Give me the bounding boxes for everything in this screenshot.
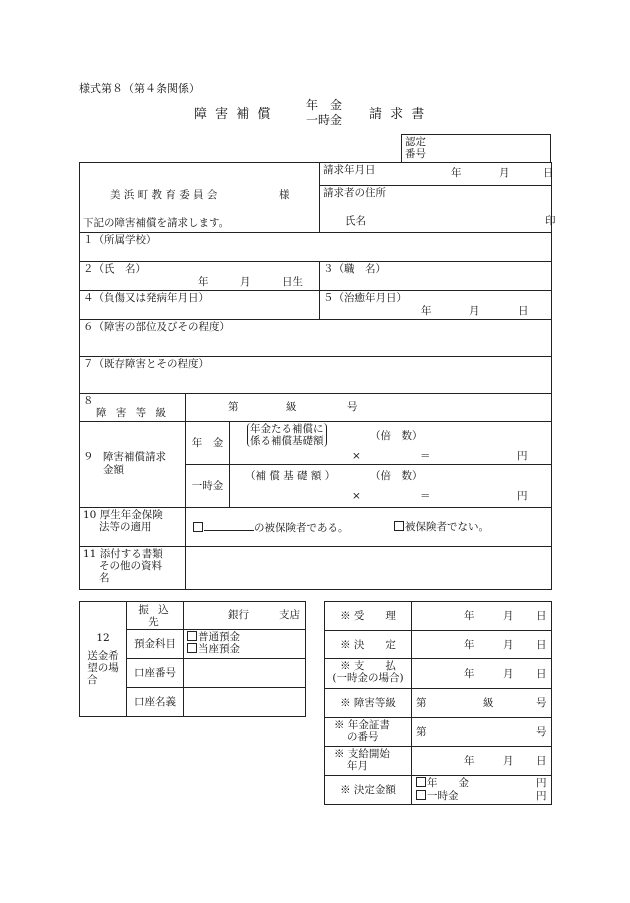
account-number-label: 口座番号	[134, 667, 176, 679]
pension-label-2: 法等の適用	[99, 521, 152, 533]
school-label: １（所属学校）	[83, 234, 157, 246]
office-lump-sum-checkbox[interactable]	[416, 790, 426, 800]
lump-sum-multiplier-label: （倍 数）	[370, 470, 423, 482]
amount-label-1: 障害補償請求	[103, 451, 166, 463]
start-day: 日	[536, 755, 547, 767]
current-deposit-checkbox[interactable]	[187, 643, 197, 653]
transfer-label-3: 合	[87, 674, 98, 686]
office-grade-cell[interactable]	[412, 689, 552, 718]
amount-number: ９	[83, 451, 94, 463]
office-annuity-checkbox[interactable]	[416, 777, 426, 787]
grade-dai: 第	[228, 401, 239, 413]
name-label: ２（氏 名）	[83, 263, 146, 275]
pension-options-cell	[186, 508, 552, 547]
injury-date-cell[interactable]	[80, 291, 320, 320]
office-cert-label-cell	[325, 718, 412, 747]
branch-label: 支店	[279, 609, 300, 621]
request-date-label: 請求年月日	[323, 164, 376, 176]
transfer-bank-cell[interactable]	[184, 602, 306, 630]
attachment-label-3: 名	[99, 572, 110, 584]
office-amount-cell	[412, 776, 552, 805]
claimant-address-label: 請求者の住所	[323, 187, 386, 199]
seal-mark: 印	[545, 214, 556, 227]
bank-label: 銀行	[228, 609, 249, 621]
office-grade-dai: 第	[416, 697, 427, 709]
grade-go: 号	[347, 401, 358, 413]
transfer-label-1: 送金希	[87, 650, 119, 662]
cure-month: 月	[469, 305, 480, 317]
grade-number: ８	[83, 395, 94, 407]
cure-date-cell[interactable]	[320, 291, 552, 320]
account-number-label-cell	[127, 659, 184, 688]
office-cert-label-2: の番号	[347, 731, 379, 743]
existing-disability-label: ７（既存障害とその程度）	[83, 358, 209, 370]
office-grade-label-cell	[325, 689, 412, 718]
current-deposit-option[interactable]	[187, 643, 302, 655]
annuity-multiplier-label: （倍 数）	[370, 430, 423, 442]
lump-sum-times: ×	[352, 490, 361, 502]
office-payment-label-1: ※ 支 払	[340, 660, 396, 672]
office-receipt-label-cell	[325, 602, 412, 631]
office-cert-go: 号	[536, 726, 547, 738]
payment-day: 日	[536, 668, 547, 680]
office-lump-sum-yen: 円	[536, 790, 547, 802]
office-payment-date-cell[interactable]	[412, 659, 552, 689]
office-annuity-text: 年 金	[427, 777, 469, 789]
injury-date-label: ４（負傷又は発病年月日）	[83, 292, 209, 304]
decision-month: 月	[503, 639, 514, 651]
cure-date-label: ５（治癒年月日）	[323, 292, 407, 304]
office-start-date-cell[interactable]	[412, 747, 552, 776]
office-use-table	[324, 601, 552, 805]
office-payment-label-cell	[325, 659, 412, 689]
annuity-basis-bracket	[247, 423, 327, 447]
cert-number-box	[401, 134, 551, 163]
pension-insured-text: の被保険者である。	[254, 522, 349, 534]
office-annuity-yen: 円	[536, 777, 547, 789]
cert-label-2: 番号	[405, 148, 426, 160]
grade-label-cell	[80, 394, 186, 422]
office-start-label-cell	[325, 747, 412, 776]
transfer-dest-label-cell	[127, 602, 184, 630]
grade-value-cell[interactable]	[186, 394, 552, 422]
office-grade-kyu: 級	[483, 697, 494, 709]
office-receipt-date-cell[interactable]	[412, 602, 552, 631]
office-decision-date-cell[interactable]	[412, 631, 552, 659]
receipt-month: 月	[503, 610, 514, 622]
transfer-number: 12	[96, 632, 110, 644]
injury-site-cell[interactable]	[80, 320, 552, 357]
pension-insured-checkbox[interactable]	[193, 522, 203, 532]
pension-insurance-name-blank[interactable]	[204, 521, 254, 531]
annuity-label-cell	[186, 422, 230, 465]
pension-label-cell	[80, 508, 186, 547]
attachment-label-1: 11 添付する書類	[83, 548, 163, 560]
lump-sum-yen: 円	[517, 490, 528, 502]
title-lump-sum: 一時金	[306, 113, 343, 127]
pension-not-option[interactable]	[394, 521, 489, 533]
claimant-name-label: 氏名	[345, 214, 366, 227]
request-date-cell[interactable]	[320, 163, 552, 186]
pension-label-1: 10 厚生年金保険	[83, 509, 163, 521]
transfer-label-2: 望の場	[87, 662, 119, 674]
office-payment-label-2: (一時金の場合)	[332, 672, 404, 684]
lump-sum-calc-cell[interactable]	[230, 465, 552, 508]
account-number-cell[interactable]	[184, 659, 306, 688]
receipt-year: 年	[464, 610, 475, 622]
claimant-address-cell[interactable]	[320, 186, 552, 209]
ordinary-deposit-text: 普通預金	[198, 631, 240, 643]
request-day: 日	[543, 167, 554, 179]
annuity-label: 年 金	[191, 437, 224, 449]
office-decision-label: ※ 決 定	[340, 638, 396, 651]
annuity-yen: 円	[517, 450, 528, 462]
transfer-label-cell	[80, 602, 127, 717]
office-decision-label-cell	[325, 631, 412, 659]
injury-site-label: ６（障害の部位及びその程度）	[83, 321, 230, 333]
office-grade-go: 号	[536, 697, 547, 709]
deposit-type-label-cell	[127, 630, 184, 659]
title-suffix: 請 求 書	[369, 107, 427, 122]
decision-day: 日	[536, 639, 547, 651]
lump-sum-label-cell	[186, 465, 230, 508]
form-number: 様式第８（第４条関係）	[79, 82, 200, 95]
attachment-value-cell[interactable]	[186, 547, 552, 590]
attachment-label-2: その他の資料	[99, 560, 162, 572]
office-start-label-2: 年月	[347, 760, 368, 772]
office-amount-label: ※ 決定金額	[340, 784, 396, 796]
existing-disability-cell[interactable]	[80, 357, 552, 394]
payment-year: 年	[464, 668, 475, 680]
ordinary-deposit-checkbox[interactable]	[187, 631, 197, 641]
claimant-name-cell[interactable]	[320, 209, 556, 233]
attachment-label-cell	[80, 547, 186, 590]
addressee: 美 浜 町 教 育 委 員 会	[110, 189, 218, 201]
request-text: 下記の障害補償を請求します。	[83, 217, 230, 229]
office-cert-label-1: ※ 年金証書	[334, 719, 390, 731]
annuity-basis-2: 係る補償基礎額	[250, 435, 324, 447]
decision-year: 年	[464, 639, 475, 651]
pension-insured-option[interactable]	[193, 521, 349, 534]
grade-label: 障 害 等 級	[95, 407, 169, 419]
amount-label-2: 金額	[103, 464, 124, 476]
birth-date-suffix: 年 月 日生	[198, 276, 303, 288]
office-receipt-label: ※ 受 理	[340, 610, 396, 622]
annuity-calc-cell[interactable]	[230, 422, 552, 465]
honorific: 様	[279, 189, 290, 201]
office-grade-label: ※ 障害等級	[340, 697, 396, 709]
cert-label-1: 認定	[405, 136, 426, 148]
receipt-day: 日	[536, 610, 547, 622]
office-cert-dai: 第	[416, 726, 427, 738]
cure-day: 日	[518, 305, 529, 317]
office-annuity-option[interactable]	[416, 777, 469, 789]
start-month: 月	[503, 755, 514, 767]
amount-label-cell	[80, 422, 186, 508]
name-birth-cell[interactable]	[80, 262, 320, 291]
payment-month: 月	[503, 668, 514, 680]
title-annuity: 年 金	[306, 98, 343, 112]
account-name-cell[interactable]	[184, 688, 306, 717]
title-main: 障 害 補 償	[194, 107, 273, 122]
lump-sum-basis: （補 償 基 礎 額 ）	[245, 470, 336, 482]
current-deposit-text: 当座預金	[198, 643, 240, 655]
school-cell[interactable]	[80, 233, 552, 262]
pension-not-text: 被保険者でない。	[405, 521, 489, 533]
deposit-type-cell	[184, 630, 306, 659]
transfer-dest-label: 振 込 先	[138, 603, 172, 628]
cert-number-label	[402, 135, 551, 163]
grade-kyu: 級	[286, 401, 297, 413]
office-start-label-1: ※ 支給開始	[334, 748, 390, 760]
office-cert-cell[interactable]	[412, 718, 552, 747]
cure-year: 年	[421, 305, 432, 317]
office-lump-sum-option[interactable]	[416, 790, 459, 802]
request-year: 年	[451, 167, 462, 179]
account-name-label: 口座名義	[134, 696, 176, 708]
office-amount-label-cell	[325, 776, 412, 805]
job-title-cell[interactable]	[320, 262, 552, 291]
account-name-label-cell	[127, 688, 184, 717]
deposit-type-label: 預金科目	[134, 638, 176, 650]
lump-sum-equals: ＝	[420, 490, 431, 502]
annuity-equals: ＝	[420, 450, 431, 462]
ordinary-deposit-option[interactable]	[187, 631, 302, 643]
transfer-table	[79, 601, 306, 717]
annuity-basis-1: 年金たる補償に	[250, 423, 324, 435]
start-year: 年	[464, 755, 475, 767]
annuity-times: ×	[352, 450, 361, 462]
office-lump-sum-text: 一時金	[427, 790, 459, 802]
pension-not-checkbox[interactable]	[394, 521, 404, 531]
addressee-cell	[80, 163, 320, 233]
lump-sum-label: 一時金	[191, 480, 224, 492]
job-title-label: ３（職 名）	[323, 263, 386, 275]
main-form-table	[79, 162, 556, 590]
request-month: 月	[499, 167, 510, 179]
